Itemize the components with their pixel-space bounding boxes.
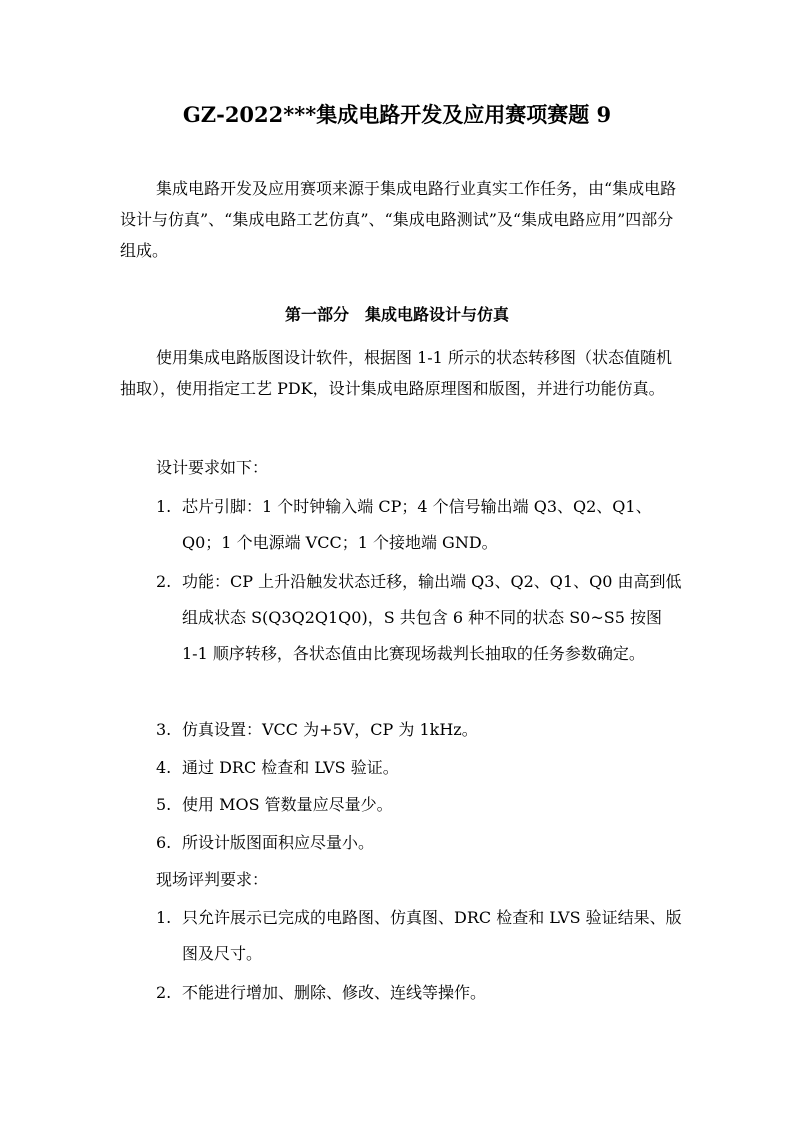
list-text: 只允许展示已完成的电路图、仿真图、DRC 检查和 LVS 验证结果、版图及尺寸。	[182, 908, 682, 963]
design-item	[156, 825, 682, 861]
document-title: GZ-2022***集成电路开发及应用赛项赛题 9	[182, 102, 612, 127]
evaluation-item	[156, 900, 682, 972]
list-number: 5.	[156, 795, 172, 814]
design-item	[156, 564, 682, 672]
list-number: 2.	[156, 983, 172, 1002]
list-number: 6.	[156, 833, 172, 852]
list-number: 1.	[156, 497, 172, 516]
list-text: 功能：CP 上升沿触发状态迁移，输出端 Q3、Q2、Q1、Q0 由高到低组成状态 S(Q3Q2Q1Q0)，S 共包含 6 种不同的状态 S0~S5 按图 1-1 顺序转移，各状态值由比赛现场裁判长抽取的任务参数确定。	[182, 572, 682, 663]
list-number: 2.	[156, 572, 172, 591]
evaluation-item	[156, 975, 682, 1011]
list-text: 不能进行增加、删除、修改、连线等操作。	[182, 983, 487, 1002]
list-text: 使用 MOS 管数量应尽量少。	[182, 795, 393, 814]
list-number: 1.	[156, 908, 172, 927]
list-number: 4.	[156, 758, 172, 777]
design-item	[156, 787, 682, 823]
list-text: 通过 DRC 检查和 LVS 验证。	[182, 758, 399, 777]
section-heading: 第一部分 集成电路设计与仿真	[284, 305, 509, 324]
design-requirements-label: 设计要求如下：	[156, 458, 269, 477]
design-item	[156, 750, 682, 786]
intro-paragraph: 集成电路开发及应用赛项来源于集成电路行业真实工作任务，由“集成电路设计与仿真”、“集成电路工艺仿真”、“集成电路测试”及“集成电路应用”四部分组成。	[120, 179, 677, 260]
list-text: 所设计版图面积应尽量小。	[182, 833, 375, 852]
design-item	[156, 489, 682, 561]
list-number: 3.	[156, 720, 172, 739]
section-paragraph: 使用集成电路版图设计软件，根据图 1-1 所示的状态转移图（状态值随机抽取），使用指定工艺 PDK，设计集成电路原理图和版图，并进行功能仿真。	[120, 348, 672, 398]
evaluation-requirements-label: 现场评判要求：	[156, 870, 269, 889]
list-text: 仿真设置：VCC 为+5V，CP 为 1kHz。	[182, 720, 478, 739]
design-item	[156, 712, 682, 748]
list-text: 芯片引脚：1 个时钟输入端 CP；4 个信号输出端 Q3、Q2、Q1、Q0；1 个电源端 VCC；1 个接地端 GND。	[182, 497, 652, 552]
